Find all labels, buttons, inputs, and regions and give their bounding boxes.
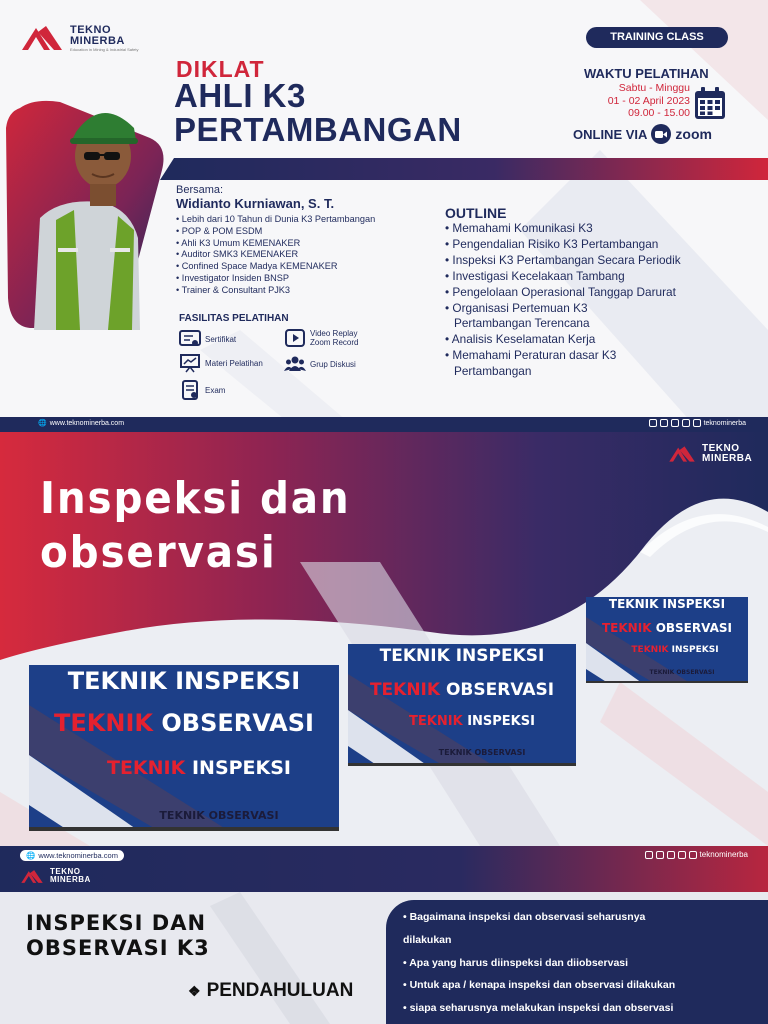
fasilitas-grup (284, 354, 356, 374)
schedule-dates: 01 - 02 April 2023 (607, 94, 690, 107)
banner-line3 (586, 645, 748, 655)
facebook-icon (682, 419, 690, 427)
pendahuluan-heading (188, 980, 353, 1002)
slide1-footer (0, 417, 768, 432)
footer-social (649, 419, 746, 427)
footer-website (38, 419, 124, 427)
teknik-banner-large (29, 665, 339, 831)
header-ribbon (160, 158, 768, 180)
banner-line1: TEKNIK INSPEKSI (608, 597, 726, 611)
calendar-icon (694, 86, 726, 120)
slide3-title-line2: OBSERVASI K3 (26, 936, 210, 960)
footer-website-text: www.teknominerba.com (49, 419, 125, 427)
outline-list (445, 221, 745, 380)
fasilitas-sertifikat-label: Sertifikat (205, 334, 237, 344)
logo-line2: MINERBA (50, 875, 91, 884)
zoom-camera-icon (651, 124, 671, 144)
fasilitas-video (284, 328, 370, 348)
banner-line1: TEKNIK INSPEKSI (67, 667, 301, 695)
pendahuluan-point: • Bagaimana inspeksi dan observasi seharusnya dilakukan (403, 906, 663, 952)
instagram-icon (671, 419, 679, 427)
banner-line4: TEKNIK OBSERVASI (438, 748, 526, 757)
teknik-banner-small (586, 597, 748, 683)
fasilitas-exam (179, 380, 225, 400)
credential-item: • Auditor SMK3 KEMENAKER (176, 249, 375, 261)
diklat-label: DIKLAT (176, 56, 265, 82)
schedule (586, 82, 690, 120)
credential-item: • POP & POM ESDM (176, 226, 375, 238)
outline-heading: OUTLINE (445, 205, 507, 221)
banner-line2-white: OBSERVASI (655, 621, 732, 635)
slide3-title-line1: INSPEKSI DAN (26, 911, 207, 935)
banner-line2 (586, 621, 748, 635)
outline-item: • Inspeksi K3 Pertambangan Secara Periodik (445, 253, 745, 269)
logo-mark-icon (20, 24, 64, 52)
tiktok-icon (660, 419, 668, 427)
exam-checklist-icon (179, 380, 201, 400)
logo-line1: TEKNO (70, 23, 111, 36)
course-title-line1: AHLI K3 (174, 77, 306, 114)
trainer-name: Widianto Kurniawan, S. T. (176, 196, 335, 211)
slide2-title-line1: Inspeksi dan (40, 473, 351, 524)
slide-training-flyer (0, 0, 768, 432)
outline-item: • Organisasi Pertemuan K3 Pertambangan Terencana (445, 301, 640, 333)
banner-line3-white: INSPEKSI (671, 645, 719, 655)
logo-line1: TEKNO (50, 867, 81, 876)
banner-line3-white: INSPEKSI (467, 714, 535, 729)
logo-mark-icon (668, 445, 696, 463)
credential-item: • Trainer & Consultant PJK3 (176, 285, 375, 297)
banner-line4: TEKNIK OBSERVASI (649, 669, 715, 676)
waktu-pelatihan-label: WAKTU PELATIHAN (584, 66, 709, 81)
banner-underline (586, 681, 748, 683)
banner-line4: TEKNIK OBSERVASI (159, 809, 279, 822)
fasilitas-sertifikat (179, 329, 236, 349)
trainer-photo (0, 98, 170, 338)
fasilitas-exam-label: Exam (205, 385, 226, 395)
schedule-hours: 09.00 - 15.00 (628, 107, 690, 119)
logo-line2: MINERBA (70, 34, 125, 47)
online-via-label: ONLINE VIA (573, 126, 648, 142)
slide2-logo (668, 444, 752, 464)
pendahuluan-points (403, 906, 763, 1020)
fasilitas-materi (179, 353, 263, 373)
banner-line2-red: TEKNIK (54, 709, 154, 737)
fasilitas-video-label: Video Replay Zoom Record (310, 329, 359, 347)
outline-item: • Pengelolaan Operasional Tanggap Darurat (445, 285, 745, 301)
banner-line2-white: OBSERVASI (161, 709, 314, 737)
banner-line2-red: TEKNIK (602, 621, 652, 635)
slide2-title (40, 472, 351, 580)
course-title-line2: PERTAMBANGAN (174, 111, 462, 148)
video-replay-icon (284, 328, 306, 348)
course-title (174, 79, 462, 147)
certificate-icon (179, 329, 201, 349)
outline-item: • Memahami Komunikasi K3 (445, 221, 745, 237)
credential-item: • Investigator Insiden BNSP (176, 273, 375, 285)
slide3-social-handle: teknominerba (699, 850, 748, 859)
fasilitas-materi-label: Materi Pelatihan (205, 358, 263, 368)
slide3-website-text: www.teknominerba.com (38, 851, 118, 860)
tekno-minerba-logo (20, 24, 138, 52)
banner-line3 (348, 714, 576, 729)
credential-item: • Lebih dari 10 Tahun di Dunia K3 Pertambangan (176, 214, 375, 226)
linkedin-icon (693, 419, 701, 427)
trainer-credentials (176, 214, 375, 297)
fasilitas-grup-label: Grup Diskusi (310, 359, 356, 369)
diamond-bullet-icon: ❖ (188, 982, 201, 999)
banner-line2-red: TEKNIK (369, 680, 441, 700)
outline-item: • Memahami Peraturan dasar K3 Pertambangan (445, 348, 635, 380)
pendahuluan-point: • siapa seharusnya melakukan inspeksi dan observasi (403, 997, 763, 1020)
logo-line1: TEKNO (702, 443, 740, 454)
footer-social-handle: teknominerba (703, 419, 746, 427)
youtube-icon (649, 419, 657, 427)
group-users-icon (284, 354, 306, 374)
banner-line3 (29, 757, 339, 779)
banner-line2 (348, 680, 576, 700)
globe-icon: 🌐 (38, 420, 47, 427)
presentation-board-icon (179, 353, 201, 373)
pendahuluan-label: PENDAHULUAN (206, 980, 354, 1001)
training-class-badge: TRAINING CLASS (586, 27, 728, 48)
schedule-days: Sabtu - Minggu (618, 82, 690, 94)
banner-underline (348, 763, 576, 766)
banner-line3-red: TEKNIK (409, 714, 463, 729)
banner-line2-white: OBSERVASI (445, 680, 555, 700)
zoom-label: zoom (675, 126, 712, 142)
teknik-banner-medium (348, 644, 576, 766)
slide-inspeksi-observasi (0, 432, 768, 846)
fasilitas-heading: FASILITAS PELATIHAN (179, 313, 289, 324)
slide2-title-line2: observasi (40, 527, 277, 578)
bersama-label: Bersama: (176, 184, 224, 196)
banner-line3-red: TEKNIK (106, 757, 186, 779)
credential-item: • Ahli K3 Umum KEMENAKER (176, 238, 375, 250)
credential-item: • Confined Space Madya KEMENAKER (176, 261, 375, 273)
outline-item: • Pengendalian Risiko K3 Pertambangan (445, 237, 745, 253)
online-via (573, 124, 712, 144)
pendahuluan-point: • Apa yang harus diinspeksi dan diiobservasi (403, 952, 763, 975)
banner-line2 (29, 709, 339, 737)
logo-line2: MINERBA (702, 453, 753, 464)
slide3-title (26, 911, 210, 961)
pendahuluan-point: • Untuk apa / kenapa inspeksi dan observasi dilakukan (403, 974, 763, 997)
outline-item: • Analisis Keselamatan Kerja (445, 332, 745, 348)
banner-underline (29, 827, 339, 831)
logo-tagline: Education in Mining & Industrial Safety (70, 46, 139, 52)
slide-pendahuluan (0, 846, 768, 1024)
banner-line1: TEKNIK INSPEKSI (379, 646, 545, 666)
banner-line3-red: TEKNIK (631, 645, 669, 655)
banner-line3-white: INSPEKSI (191, 757, 292, 779)
globe-icon: 🌐 (26, 851, 36, 860)
outline-item: • Investigasi Kecelakaan Tambang (445, 269, 745, 285)
